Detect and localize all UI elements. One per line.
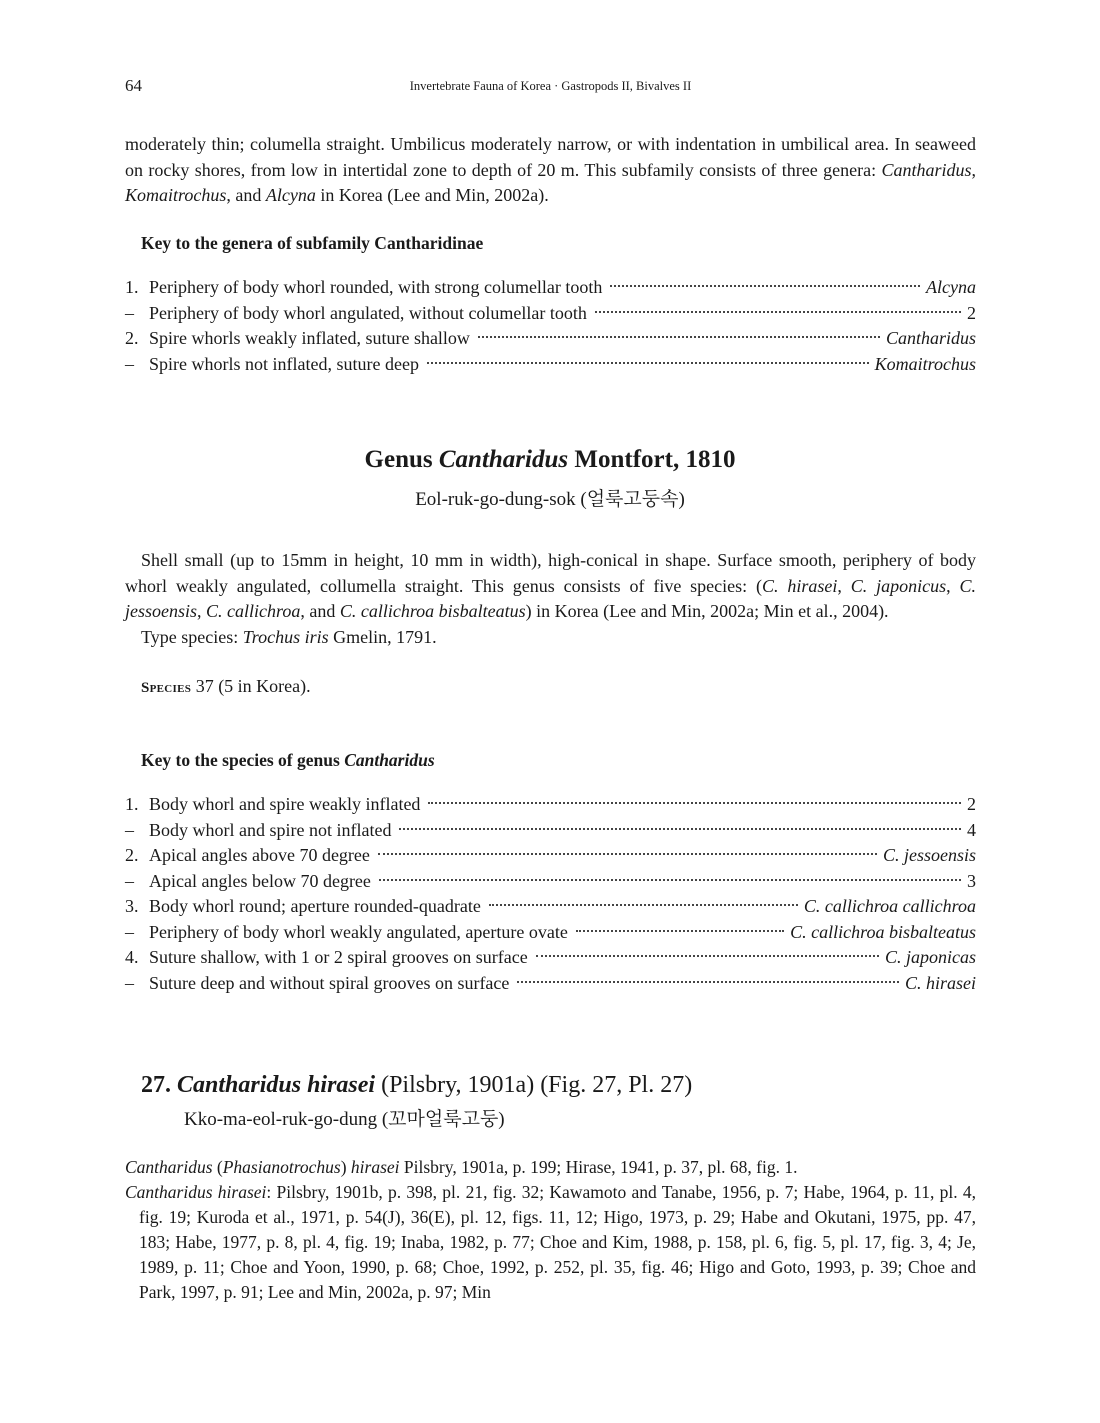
key-result: 4	[967, 819, 976, 840]
key-row	[125, 348, 976, 374]
genus-description: Shell small (up to 15mm in height, 10 mm in width), high-conical in shape. Surface smooth, periphery of body whorl weakly angulated, collumella straight. This genus consists of five species: (C. hirasei, C. japonicus, C. jessoensis, C. callichroa, and C. callichroa bisbalteatus) in Korea (Lee and Min, 2002a; Min et al., 2004). Type species: Trochus iris Gmelin, 1791. Species 37 (5 in Korea).	[125, 548, 976, 702]
key-result: Alcyna	[926, 277, 976, 297]
key-row	[125, 916, 976, 942]
key-result: C. callichroa bisbalteatus	[790, 921, 976, 942]
dot-leader	[399, 814, 961, 836]
key-number: 3.	[125, 896, 139, 916]
genus-title: Genus Cantharidus Montfort, 1810	[364, 446, 736, 473]
dot-leader	[378, 839, 877, 861]
key-number: 2.	[125, 328, 139, 348]
genus-name: Alcyna	[265, 185, 316, 205]
key-text: Spire whorls not inflated, suture deep	[149, 353, 419, 374]
species-key	[125, 788, 976, 992]
species-key-heading: Key to the species of genus Cantharidus	[141, 750, 435, 770]
key-number: 1.	[125, 277, 139, 297]
genera-key-heading: Key to the genera of subfamily Cantharidinae	[141, 233, 484, 253]
key-number: –	[125, 972, 134, 993]
key-row	[125, 839, 976, 865]
genus-korean-name: Eol-ruk-go-dung-sok (얼룩고둥속)	[415, 489, 685, 510]
key-number: –	[125, 819, 134, 840]
key-result: C. jessoensis	[882, 845, 976, 865]
key-result: Komaitrochus	[874, 353, 976, 374]
dot-leader	[517, 967, 899, 989]
genus-name: Komaitrochus	[125, 185, 227, 205]
key-number: 1.	[125, 794, 139, 814]
species-count: Species 37 (5 in Korea).	[141, 676, 311, 696]
dot-leader	[610, 271, 920, 293]
synonymy-entry: Cantharidus (Phasianotrochus) hirasei Pilsbry, 1901a, p. 199; Hirase, 1941, p. 37, pl. 68, fig. 1.	[125, 1157, 798, 1177]
key-result: 3	[967, 870, 976, 891]
dot-leader	[427, 348, 869, 370]
dot-leader	[489, 890, 798, 912]
key-text: Periphery of body whorl weakly angulated, aperture ovate	[149, 921, 568, 942]
dot-leader	[379, 865, 961, 887]
dot-leader	[595, 297, 961, 319]
key-text: Body whorl and spire not inflated	[149, 819, 392, 840]
dot-leader	[576, 916, 784, 938]
key-row	[125, 788, 976, 814]
key-number: –	[125, 302, 134, 323]
key-result: 2	[967, 302, 976, 323]
dot-leader	[428, 788, 961, 810]
synonymy	[125, 1155, 976, 1305]
key-row	[125, 941, 976, 967]
page-header	[125, 76, 976, 98]
species-korean-name: Kko-ma-eol-ruk-go-dung (꼬마얼룩고둥)	[184, 1109, 505, 1130]
key-text: Suture shallow, with 1 or 2 spiral grooves on surface	[149, 947, 528, 967]
running-title: Invertebrate Fauna of Korea · Gastropods II, Bivalves II	[409, 79, 692, 93]
key-text: Periphery of body whorl rounded, with strong columellar tooth	[149, 277, 603, 297]
dot-leader	[478, 322, 880, 344]
key-row	[125, 890, 976, 916]
key-result: Cantharidus	[885, 328, 976, 348]
genus-name: Cantharidus	[881, 159, 972, 180]
page-number: 64	[125, 76, 142, 95]
key-text: Spire whorls weakly inflated, suture shallow	[149, 328, 470, 348]
key-result: C. japonicas	[884, 947, 976, 967]
genera-key	[125, 271, 976, 373]
key-row	[125, 297, 976, 323]
key-row	[125, 322, 976, 348]
key-text: Periphery of body whorl angulated, without columellar tooth	[149, 302, 587, 323]
key-number: –	[125, 921, 134, 942]
key-row	[125, 865, 976, 891]
key-number: –	[125, 870, 134, 891]
key-number: 2.	[125, 845, 139, 865]
key-number: 4.	[125, 947, 139, 967]
key-row	[125, 271, 976, 297]
key-number: –	[125, 353, 134, 374]
key-text: Body whorl and spire weakly inflated	[149, 794, 421, 814]
key-row	[125, 967, 976, 993]
key-result: C. hirasei	[904, 972, 976, 993]
key-text: Body whorl round; aperture rounded-quadrate	[149, 896, 481, 916]
key-result: C. callichroa callichroa	[803, 896, 976, 916]
species-title: 27. Cantharidus hirasei (Pilsbry, 1901a) (Fig. 27, Pl. 27)	[141, 1072, 693, 1098]
key-result: 2	[967, 794, 976, 814]
key-text: Apical angles below 70 degree	[149, 870, 371, 891]
intro-paragraph: moderately thin; columella straight. Umbilicus moderately narrow, or with indentation in umbilical area. In seaweed on rocky shores, from low in intertidal zone to depth of 20 m. This subfamily consists of three genera: Cantharidus, Komaitrochus, and Alcyna in Korea (Lee and Min, 2002a).	[125, 134, 976, 205]
key-row	[125, 814, 976, 840]
dot-leader	[536, 941, 879, 963]
key-text: Suture deep and without spiral grooves on surface	[149, 972, 510, 993]
synonymy-entry: Cantharidus hirasei: Pilsbry, 1901b, p. 398, pl. 21, fig. 32; Kawamoto and Tanabe, 1956, p. 7; Habe, 1964, p. 11, pl. 4, fig. 19; Kuroda et al., 1971, p. 54(J), 36(E), pl. 12, figs. 11, 12; Higo, 1973, p. 29; Habe and Okutani, 1975, pp. 47, 183; Habe, 1977, p. 8, pl. 4, fig. 19; Inaba, 1982, p. 77; Choe and Kim, 1988, p. 158, pl. 6, fig. 5, pl. 17, fig. 3, 4; Je, 1989, p. 11; Choe and Yoon, 1990, p. 68; Choe, 1992, p. 252, pl. 35, fig. 46; Higo and Goto, 1993, p. 39; Choe and Park, 1997, p. 91; Lee and Min, 2002a, p. 97; Min	[125, 1182, 976, 1302]
type-species: Type species: Trochus iris Gmelin, 1791.	[141, 626, 437, 647]
key-text: Apical angles above 70 degree	[149, 845, 370, 865]
